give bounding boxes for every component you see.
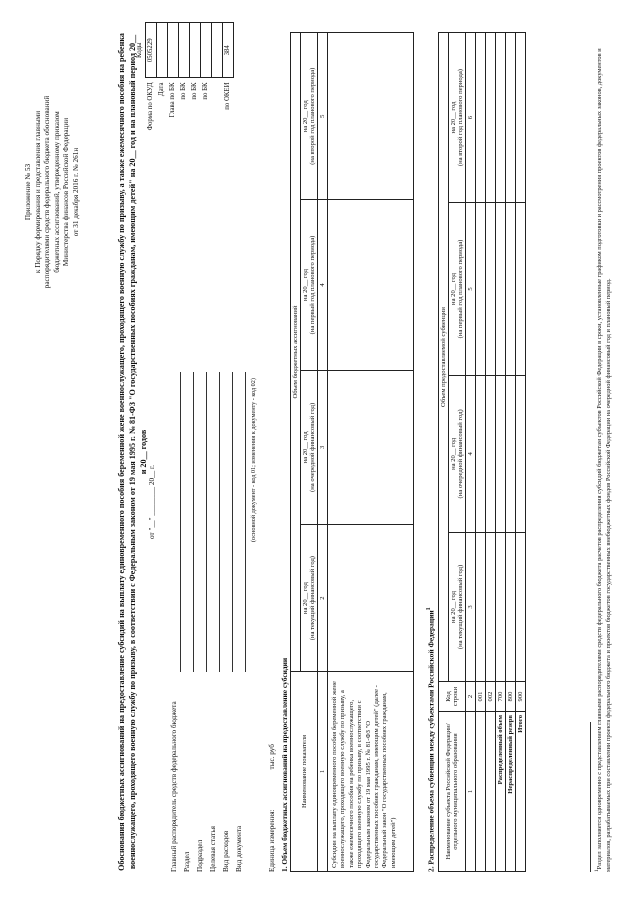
value-cell[interactable]	[486, 532, 496, 681]
row-code: 800	[506, 682, 516, 712]
column-number: 4	[466, 375, 476, 532]
header-field-row	[181, 372, 194, 872]
code-value	[211, 23, 222, 79]
appendix-block	[24, 42, 82, 342]
appendix-line: бюджетных ассигнований, утвержденному приказом	[52, 111, 61, 273]
footnote-mark: 1	[594, 869, 600, 872]
appendix-line: распорядителями средств федерального бюджета обоснований	[43, 95, 52, 289]
value-cell[interactable]	[516, 375, 526, 532]
year-header: на 20__ год (на первый год планового периода)	[301, 200, 318, 370]
table-row	[476, 33, 486, 872]
header-field-line[interactable]	[210, 372, 220, 672]
section1-title: 1. Объем бюджетных ассигнований на предоставление субсидии	[280, 657, 289, 872]
row-code: 002	[486, 682, 496, 712]
code-label: Глава по БК	[169, 82, 176, 118]
section1-col-name: Наименование показателя	[291, 672, 318, 872]
row-code: 700	[496, 682, 506, 712]
year-header: на 20__ год (на текущий финансовый год)	[301, 525, 318, 672]
region-name-cell[interactable]	[476, 712, 486, 872]
document-title: Обоснования бюджетных ассигнований на предоставление субсидий на выплату единовременного пособия беременной жене военнослужащего, проходящего военную службу по призыву, а также ежемесячного пособия на ребенка военнослужащего, проходящего военную службу по призыву, в соответствии с Федеральным законом от 19 мая 1995 г. № 81-ФЗ "О государственных пособиях гражданам, имеющим детей" на 20__ год и на плановый период 20__ и 20__ годов	[117, 33, 148, 871]
year-header: на 20__ год (на текущий финансовый год)	[449, 532, 466, 681]
value-cell[interactable]	[486, 203, 496, 376]
value-cell[interactable]	[476, 203, 486, 376]
value-cell[interactable]	[516, 203, 526, 376]
value-cell[interactable]	[328, 370, 414, 525]
code-value	[156, 23, 167, 79]
value-cell[interactable]	[516, 33, 526, 203]
code-value	[178, 23, 189, 79]
section2-col-group: Объем предоставляемой субвенции	[439, 33, 449, 682]
value-cell[interactable]	[496, 203, 506, 376]
total-row	[506, 33, 516, 872]
section2-col-code: Код строки	[439, 682, 466, 712]
footnote-text: Раздел заполняется одновременно с представлением главными распорядителями средств федерального бюджета расчетов распределения субсидий бюджетам субъектов Российской Федерации в сроки, установленные графиком подготовки и рассмотрения проектов федеральных законов, документов и материалов, разрабатываемых при составлении проекта федерального бюджета и проектов бюджетов государственных внебюджетных фондов Российской Федерации на очередной финансовый год и плановый период.	[596, 48, 612, 872]
header-field-line[interactable]	[236, 372, 246, 672]
header-field-label: Целевая статья	[209, 826, 217, 872]
value-cell[interactable]	[328, 200, 414, 370]
column-number: 5	[466, 203, 476, 376]
column-number: 1	[318, 672, 328, 872]
header-field-row	[233, 372, 246, 872]
header-field-row	[207, 372, 220, 872]
column-number: 3	[318, 370, 328, 525]
value-cell[interactable]	[476, 532, 486, 681]
value-cell[interactable]	[516, 532, 526, 681]
section2-col-name: Наименование субъекта Российской Федерации/ отдельного муниципального образования	[439, 712, 466, 872]
header-field-line[interactable]	[223, 372, 233, 672]
section2-title: 2. Распределение объема субвенции между субъектами Российской Федерации$^1$	[426, 607, 436, 872]
code-value: 0505229	[145, 23, 156, 79]
total-row	[496, 33, 506, 872]
year-header: на 20__ год (на очередной финансовый год)	[301, 370, 318, 525]
table-row	[486, 33, 496, 872]
appendix-line: Приложение № 53	[24, 163, 32, 221]
region-name-cell[interactable]	[486, 712, 496, 872]
rotated-document-page	[20, 22, 620, 882]
appendix-line: от 31 декабря 2016 г. № 261н	[71, 147, 80, 237]
value-cell[interactable]	[328, 525, 414, 672]
code-value	[167, 23, 178, 79]
column-number: 5	[318, 33, 328, 200]
appendix-line: Министерства финансов Российской Федерации	[62, 117, 71, 267]
footnote-rule	[590, 722, 591, 872]
value-cell[interactable]	[506, 532, 516, 681]
year-header: на 20__ год (на очередной финансовый год)	[449, 375, 466, 532]
code-label: Форма по ОКУД	[147, 82, 154, 131]
column-number: 2	[318, 525, 328, 672]
unit-label: Единица измерения:	[268, 809, 276, 872]
value-cell[interactable]	[476, 33, 486, 203]
value-cell[interactable]	[506, 375, 516, 532]
value-cell[interactable]	[506, 203, 516, 376]
header-field-label: Главный распорядитель средств федерального бюджета	[170, 701, 178, 872]
header-field-label: Подраздел	[196, 839, 204, 872]
year-header: на 20__ год (на второй год планового периода)	[449, 33, 466, 203]
year-header: на 20__ год (на первый год планового периода)	[449, 203, 466, 376]
code-label: по ОКЕИ	[224, 82, 231, 110]
column-number: 1	[466, 712, 476, 872]
doc-type-note: (основной документ - код 01; изменения к документу - код 02)	[250, 378, 257, 542]
value-cell[interactable]	[486, 33, 496, 203]
total-row	[516, 33, 526, 872]
code-label: Дата	[158, 82, 165, 97]
column-number: 4	[318, 200, 328, 370]
header-field-row	[194, 372, 207, 872]
header-field-line[interactable]	[184, 372, 194, 672]
unit-value: тыс. руб	[268, 744, 276, 770]
column-number: 2	[466, 682, 476, 712]
value-cell[interactable]	[486, 375, 496, 532]
total-label: Итого	[516, 712, 526, 872]
code-value	[200, 23, 211, 79]
value-cell[interactable]	[328, 33, 414, 200]
footnote	[590, 32, 613, 872]
row-code: 900	[516, 682, 526, 712]
header-field-label: Вид расходов	[222, 830, 230, 872]
unit-line	[268, 744, 276, 872]
year-header: на 20__ год (на второй год планового периода)	[301, 33, 318, 200]
header-field-label: Раздел	[183, 851, 191, 872]
header-field-line[interactable]	[171, 372, 181, 672]
value-cell[interactable]	[476, 375, 486, 532]
value-cell[interactable]	[496, 375, 506, 532]
code-value	[189, 23, 200, 79]
total-label: Нераспределенный резерв	[506, 712, 516, 872]
date-line: от "__" ________ 20__ г.	[148, 465, 156, 539]
header-field-row	[220, 372, 233, 872]
section1-col-group: Объем бюджетных ассигнований	[291, 33, 301, 672]
value-cell[interactable]	[506, 33, 516, 203]
header-field-label: Вид документа	[235, 825, 243, 872]
code-value: 384	[222, 23, 233, 79]
header-fields	[168, 372, 246, 872]
value-cell[interactable]	[496, 532, 506, 681]
appendix-line: к Порядку формирования и представления главными	[33, 110, 42, 274]
header-field-row	[168, 372, 181, 872]
value-cell[interactable]	[496, 33, 506, 203]
code-label: по БК	[180, 82, 187, 100]
column-number: 3	[466, 532, 476, 681]
code-label: по БК	[191, 82, 198, 100]
code-label: по БК	[202, 82, 209, 100]
codes-table	[134, 22, 234, 134]
codes-header: Коды	[134, 23, 145, 79]
code-label	[211, 78, 222, 134]
header-field-line[interactable]	[197, 372, 207, 672]
section2-table	[438, 32, 526, 872]
section1-table	[290, 32, 414, 872]
row-code: 001	[476, 682, 486, 712]
total-label: Распределенный объем	[496, 712, 506, 872]
column-number: 6	[466, 33, 476, 203]
footnote-mark: 1	[426, 607, 432, 611]
subsidy-description: Субсидии на выплату единовременного пособия беременной жене военнослужащего, проходящего военную службу по призыву, а также ежемесячного пособия на ребенка военнослужащего, проходящего военную службу по призыву, в соответствии с Федеральным законом от 19 мая 1995 г. № 81-ФЗ "О государственных пособиях гражданам, имеющим детей" (далее - Федеральный закон "О государственных пособиях гражданам, имеющим детей")	[328, 672, 414, 872]
